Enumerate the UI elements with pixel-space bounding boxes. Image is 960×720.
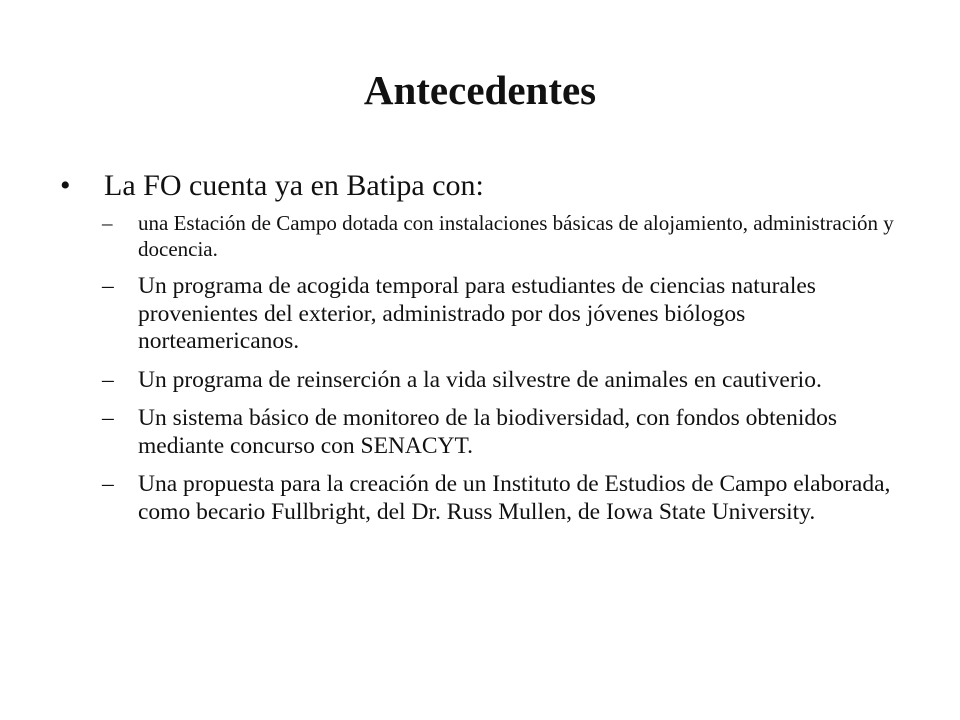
slide-title: Antecedentes (363, 67, 597, 113)
dash-marker: – (102, 273, 114, 299)
sub-bullet-item (58, 210, 908, 262)
sub-bullet-item (58, 405, 908, 460)
sub-bullet-text: Una propuesta para la creación de un Instituto de Estudios de Campo elaborada, como becario Fullbright, del Dr. Russ Mullen, de Iowa State University. (138, 471, 891, 525)
dash-marker: – (102, 405, 114, 431)
bullet-marker: • (60, 169, 71, 202)
sub-bullet-text: Un programa de reinserción a la vida silvestre de animales en cautiverio. (138, 366, 822, 393)
slide-content (58, 168, 908, 537)
sub-bullet-item (58, 273, 908, 356)
dash-marker: – (102, 471, 114, 497)
sub-bullet-text: Un sistema básico de monitoreo de la biodiversidad, con fondos obtenidos mediante concurso con SENACYT. (138, 405, 837, 459)
sub-bullet-item (58, 471, 908, 526)
main-bullet-text: La FO cuenta ya en Batipa con: (104, 169, 484, 202)
sub-bullet-item (58, 367, 908, 395)
main-bullet (58, 168, 908, 204)
dash-marker: – (102, 211, 113, 235)
sub-bullet-list (58, 210, 908, 526)
sub-bullet-text: Un programa de acogida temporal para estudiantes de ciencias naturales provenientes del exterior, administrado por dos jóvenes biólogos norteamericanos. (138, 273, 816, 354)
sub-bullet-text: una Estación de Campo dotada con instalaciones básicas de alojamiento, administración y docencia. (138, 211, 894, 261)
dash-marker: – (102, 366, 114, 393)
